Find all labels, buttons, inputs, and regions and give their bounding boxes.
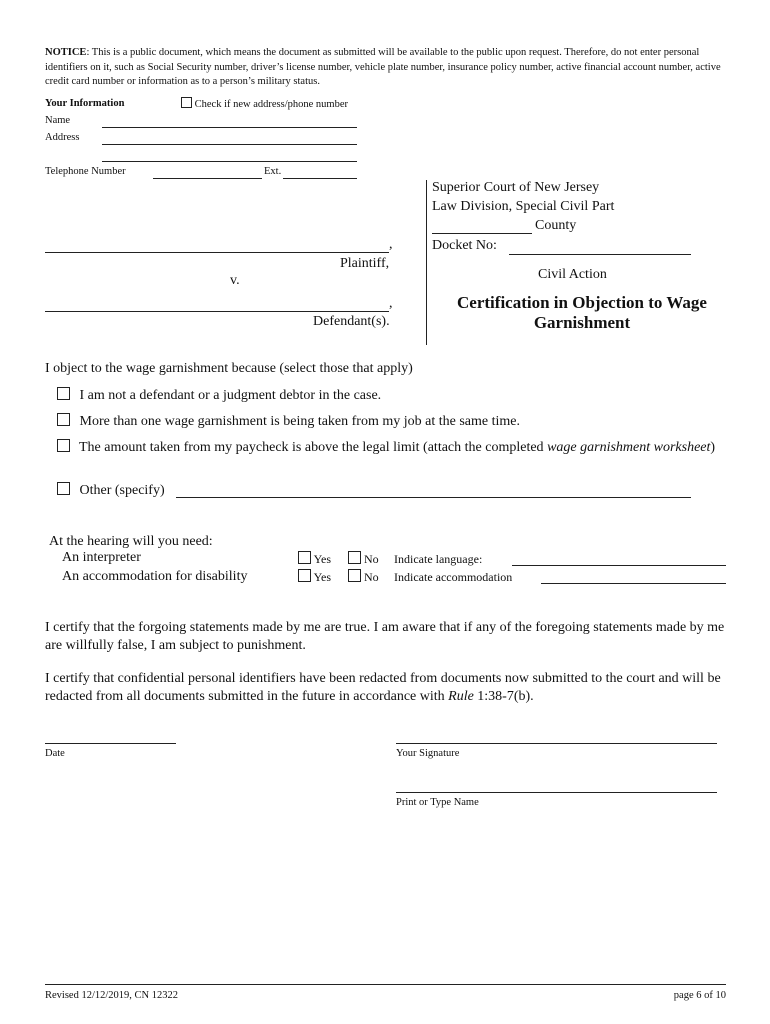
accommodation-yes-checkbox[interactable] <box>298 569 311 582</box>
court-name: Superior Court of New Jersey <box>432 180 600 195</box>
print-name-label: Print or Type Name <box>396 797 479 808</box>
docket-label: Docket No: <box>432 238 497 253</box>
ext-label: Ext. <box>262 165 283 180</box>
reason-3-text: The amount taken from my paycheck is above the legal limit (attach the completed <box>79 440 548 455</box>
notice-label: NOTICE <box>45 47 87 58</box>
accommodation-label: An accommodation for disability <box>62 569 248 584</box>
new-address-check-label: Check if new address/phone number <box>194 99 348 110</box>
accommodation-no[interactable] <box>348 569 379 585</box>
plaintiff-comma: , <box>389 237 393 252</box>
reason-3-worksheet: wage garnishment worksheet <box>547 440 711 455</box>
accommodation-yes-label: Yes <box>313 570 332 584</box>
accommodation-no-label: No <box>364 570 379 584</box>
reason-1-checkbox[interactable] <box>57 387 70 400</box>
indicate-language-label: Indicate language: <box>394 552 483 566</box>
address-label: Address <box>45 132 80 143</box>
interpreter-no[interactable] <box>348 551 379 567</box>
reason-2-label: More than one wage garnishment is being taken from my job at the same time. <box>79 414 520 429</box>
interpreter-no-label: No <box>364 552 379 566</box>
name-field[interactable] <box>102 127 357 128</box>
interpreter-yes-label: Yes <box>313 552 332 566</box>
name-label: Name <box>45 115 71 126</box>
accommodation-yes[interactable] <box>298 569 331 585</box>
plaintiff-label: Plaintiff, <box>340 256 390 271</box>
date-field[interactable] <box>45 743 176 744</box>
indicate-accommodation-label: Indicate accommodation <box>394 570 513 584</box>
reason-1[interactable] <box>57 387 381 404</box>
certify-rule: Rule <box>448 689 474 704</box>
defendant-field[interactable] <box>45 311 389 312</box>
county-field[interactable] <box>432 233 532 234</box>
reason-1-label: I am not a defendant or a judgment debtor in the case. <box>79 388 382 403</box>
reason-3-end: ) <box>710 440 716 455</box>
interpreter-label: An interpreter <box>62 550 141 565</box>
reason-3-label <box>79 439 719 457</box>
interpreter-no-checkbox[interactable] <box>348 551 361 564</box>
address-field-2[interactable] <box>102 161 357 162</box>
objection-intro: I object to the wage garnishment because (select those that apply) <box>45 361 413 376</box>
reason-2-checkbox[interactable] <box>57 413 70 426</box>
print-name-field[interactable] <box>396 792 717 793</box>
accommodation-no-checkbox[interactable] <box>348 569 361 582</box>
reason-2[interactable] <box>57 413 520 430</box>
telephone-label: Telephone Number <box>45 166 126 177</box>
reason-4[interactable] <box>57 482 165 499</box>
reason-3[interactable] <box>57 439 70 456</box>
reason-4-checkbox[interactable] <box>57 482 70 495</box>
footer-rule <box>45 984 726 985</box>
county-label: County <box>535 218 577 233</box>
reason-4-label: Other (specify) <box>79 483 165 498</box>
certify-redaction-text: I certify that confidential personal identifiers have been redacted from documents now submitted to the court and will be redacted from all documents submitted in the future in accordance with <box>45 671 721 704</box>
interpreter-yes[interactable] <box>298 551 331 567</box>
footer-revised: Revised 12/12/2019, CN 12322 <box>45 990 178 1001</box>
accommodation-field[interactable] <box>541 583 726 584</box>
new-address-checkbox[interactable] <box>181 97 192 108</box>
interpreter-yes-checkbox[interactable] <box>298 551 311 564</box>
docket-field[interactable] <box>509 254 691 255</box>
certify-truth: I certify that the forgoing statements made by me are true. I am aware that if any of the foregoing statements made by me are willfully false, I am subject to punishment. <box>45 620 725 653</box>
versus-label: v. <box>230 273 240 288</box>
notice-text: : This is a public document, which means the document as submitted will be available to the public upon request. Therefore, do not enter personal identifiers on it, such as Social Security number, driver’s license number, vehicle plate number, insurance policy number, active financial account number, active credit card number or information as to a person’s military status. <box>45 47 721 87</box>
new-address-check[interactable] <box>181 97 348 113</box>
defendant-comma: , <box>389 296 393 311</box>
footer-page-number: page 6 of 10 <box>673 990 726 1001</box>
certify-redaction <box>45 670 725 706</box>
date-label: Date <box>45 748 65 759</box>
form-title-line1: Certification in Objection to Wage <box>457 293 707 312</box>
form-title-line2: Garnishment <box>533 313 631 332</box>
court-division: Law Division, Special Civil Part <box>432 199 615 214</box>
your-information-heading: Your Information <box>45 98 125 109</box>
reason-3-checkbox[interactable] <box>57 439 70 452</box>
form-title <box>432 293 732 333</box>
telephone-field[interactable] <box>153 178 357 179</box>
certify-rule-number: 1:38-7(b). <box>473 689 534 704</box>
signature-field[interactable] <box>396 743 717 744</box>
address-field-1[interactable] <box>102 144 357 145</box>
notice-paragraph <box>45 46 725 90</box>
language-field[interactable] <box>512 565 726 566</box>
defendant-label: Defendant(s). <box>313 314 390 329</box>
your-signature-label: Your Signature <box>396 748 460 759</box>
plaintiff-field[interactable] <box>45 252 389 253</box>
civil-action: Civil Action <box>538 267 607 282</box>
hearing-intro: At the hearing will you need: <box>49 534 213 549</box>
court-divider <box>426 180 427 345</box>
other-specify-field[interactable] <box>176 497 691 498</box>
